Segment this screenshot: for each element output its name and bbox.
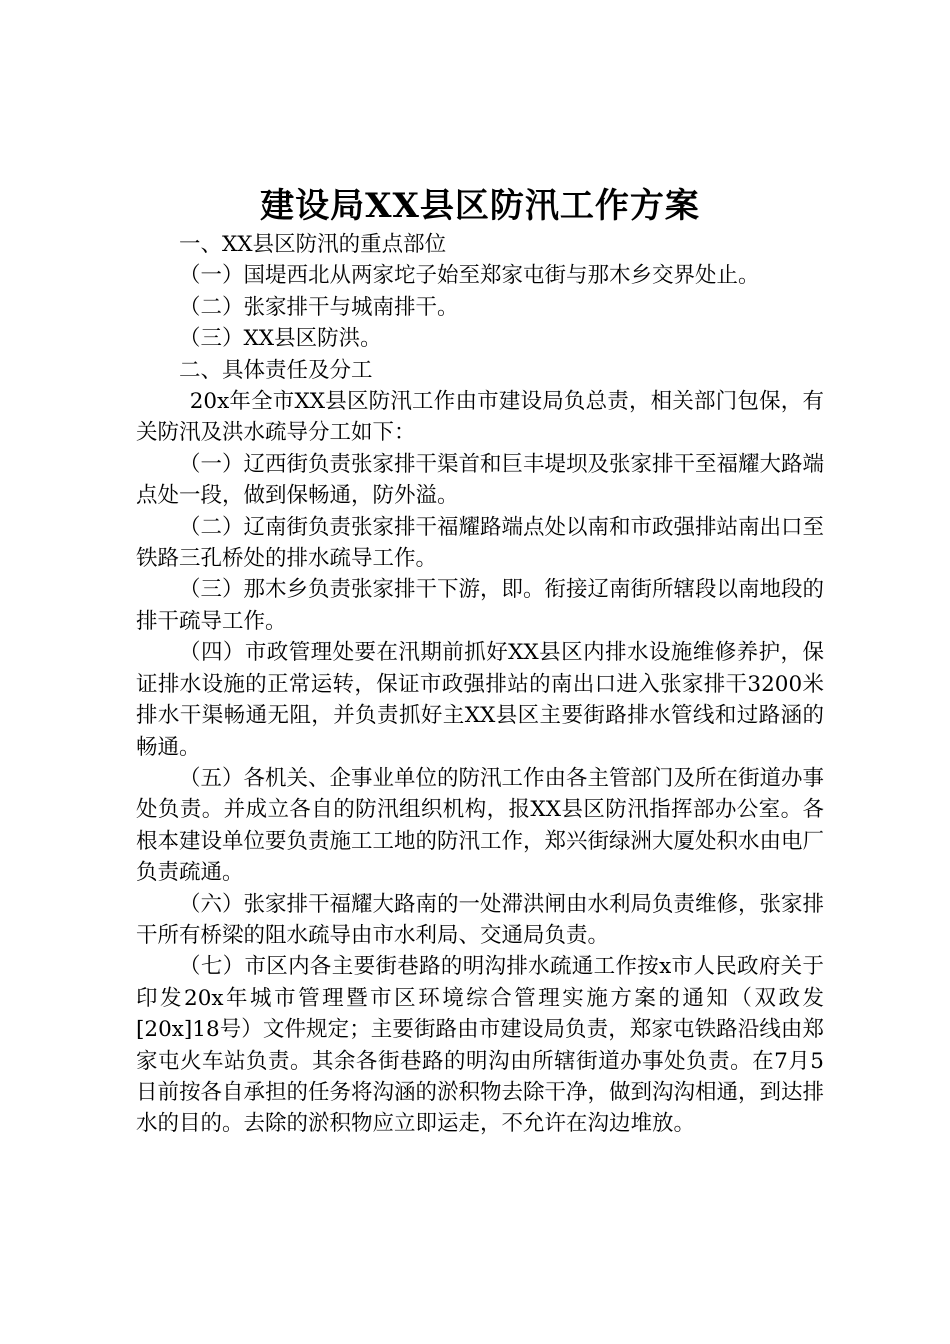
paragraph: （一）国堤西北从两家坨子始至郑家屯街与那木乡交界处止。 xyxy=(179,263,760,289)
document-title: 建设局XX县区防汛工作方案 xyxy=(260,186,700,226)
paragraph: （一）辽西街负责张家排干渠首和巨丰堤坝及张家排干至福耀大路端点处一段，做到保畅通，防外溢。 xyxy=(136,451,825,509)
paragraph: （二）辽南街负责张家排干福耀路端点处以南和市政强排站南出口至铁路三孔桥处的排水疏导工作。 xyxy=(136,514,825,572)
paragraph: （四）市政管理处要在汛期前抓好XX县区内排水设施维修养护，保证排水设施的正常运转，保证市政强排站的南出口进入张家排干3200米排水干渠畅通无阻，并负责抓好主XX县区主要街路排水管线和过路涵的畅通。 xyxy=(136,640,824,760)
paragraph: （三）XX县区防洪。 xyxy=(179,326,382,352)
paragraph: （六）张家排干福耀大路南的一处滞洪闸由水利局负责维修，张家排干所有桥梁的阻水疏导由市水利局、交通局负责。 xyxy=(136,891,825,948)
paragraph: （七）市区内各主要街巷路的明沟排水疏通工作按x市人民政府关于印发20x年城市管理暨市区环境综合管理实施方案的通知（双政发[20x]18号）文件规定；主要街路由市建设局负责，郑家屯铁路沿线由郑家屯火车站负责。其余各街巷路的明沟由所辖街道办事处负责。在7月5日前按各自承担的任务将沟涵的淤积物去除干净，做到沟沟相通，到达排水的目的。去除的淤积物应立即运走，不允许在沟边堆放。 xyxy=(136,954,825,1137)
paragraph: （二）张家排干与城南排干。 xyxy=(179,294,459,320)
document-body xyxy=(136,229,824,1140)
section-heading: 一、XX县区防汛的重点部位 xyxy=(179,232,447,257)
paragraph: （三）那木乡负责张家排干下游，即。衔接辽南街所辖段以南地段的排干疏导工作。 xyxy=(136,577,825,634)
paragraph: 20x年全市XX县区防汛工作由市建设局负总责，相关部门包保，有关防汛及洪水疏导分工如下： xyxy=(136,389,824,446)
section-heading: 二、具体责任及分工 xyxy=(179,357,373,383)
document-page xyxy=(136,0,824,1140)
paragraph: （五）各机关、企事业单位的防汛工作由各主管部门及所在街道办事处负责。并成立各自的防汛组织机构，报XX县区防汛指挥部办公室。各根本建设单位要负责施工工地的防汛工作，郑兴街绿洲大厦处积水由电厂负责疏通。 xyxy=(136,765,825,886)
